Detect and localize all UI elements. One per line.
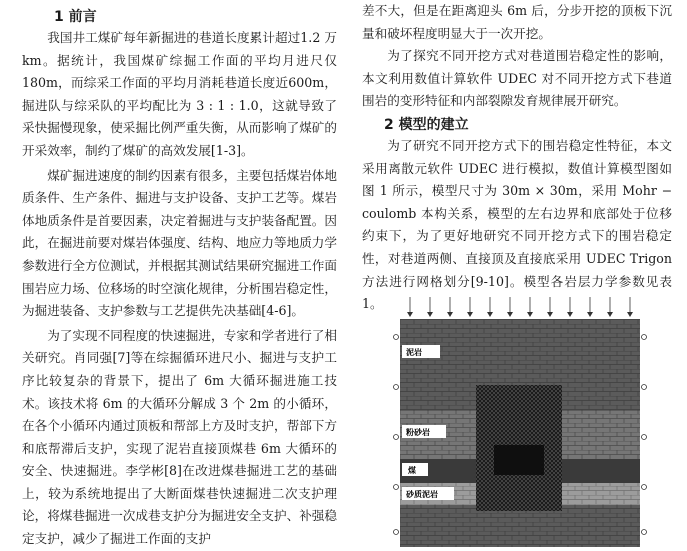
label-siltstone: 粉砂岩	[406, 428, 430, 437]
numerical-model-figure	[386, 297, 656, 547]
model-diagram	[386, 297, 656, 547]
paragraph: 为了探究不同开挖方式对巷道围岩稳定性的影响，本文利用数值计算软件 UDEC 对不同开挖方式下巷道围岩的变形特征和内部裂隙发育规律展开研究。	[362, 48, 672, 109]
roadway-opening	[494, 445, 544, 475]
right-column	[362, 0, 672, 316]
left-column	[22, 0, 337, 551]
paragraph: 煤矿掘进速度的制约因素有很多，主要包括煤岩体地质条件、生产条件、掘进与支护设备、支护工艺等。煤岩体地质条件是首要因素，决定着掘进与支护装备配置。因此，在掘进前要对煤岩体强度、结构、地应力等地质力学参数进行全方位测试，并根据其测试结果研究掘进工作面围岩应力场、位移场的时空演化规律，分析围岩稳定性，为掘进装备、支护参数与工艺提供先决基础[4-6]。	[22, 167, 337, 319]
label-coal: 煤	[408, 466, 416, 475]
paragraph: 为了实现不同程度的快速掘进，专家和学者进行了相关研究。肖同强[7]等在综掘循环进尺小、掘进与支护工序比较复杂的背景下，提出了 6m 大循环掘进施工技术。该技术将 6m 的大循环分解成 3 个 2m 的小循环，在各个小循环内通过顶板和帮部上方及时支护，帮部下方和底帮滞后支护，实现了泥岩直接顶煤巷 6m 大循环的安全、快速掘进。李学彬[8]在改进煤巷掘进工艺的基础上，较为系统地提出了大断面煤巷快速掘进二次支护理论，将煤巷掘进一次成巷支护分为掘进安全支护、补强稳定支护，减少了掘进工作面的支护	[22, 327, 337, 547]
label-sandy-mudstone: 砂质泥岩	[406, 490, 438, 499]
section-heading-model: 2 模型的建立	[384, 116, 469, 133]
paragraph: 差不大，但是在距离迎头 6m 后，分步开挖的顶板下沉量和破坏程度明显大于一次开挖。	[362, 3, 672, 41]
load-arrows	[410, 297, 630, 315]
paragraph: 为了研究不同开挖方式下的围岩稳定性特征，本文采用离散元软件 UDEC 进行模拟，数值计算模型图如图 1 所示，模型尺寸为 30m × 30m，采用 Mohr − coulomb 本构关系，模型的左右边界和底部处于位移约束下，为了更好地研究不同开挖方式下的围岩稳定性，对巷道两侧、直接顶及直接底采用 UDEC Trigon 方法进行网格划分[9-10]。模型各岩层力学参数见表 1。	[362, 137, 672, 312]
paragraph: 我国井工煤矿每年新掘进的巷道长度累计超过1.2 万 km。据统计，我国煤矿综掘工作面的平均月进尺仅 180m，而综采工作面的平均月消耗巷道长度近600m，掘进队与综采队的平均配比为 3 : 1 : 1.0，这就导致了采快掘慢现象，使采掘比例严重失衡，从而影响了煤矿的开采效率，制约了煤矿的高效发展[1-3]。	[22, 30, 337, 158]
lower-layer	[400, 505, 640, 547]
label-mudstone: 泥岩	[406, 348, 422, 357]
section-heading-intro: 1 前言	[54, 9, 97, 25]
